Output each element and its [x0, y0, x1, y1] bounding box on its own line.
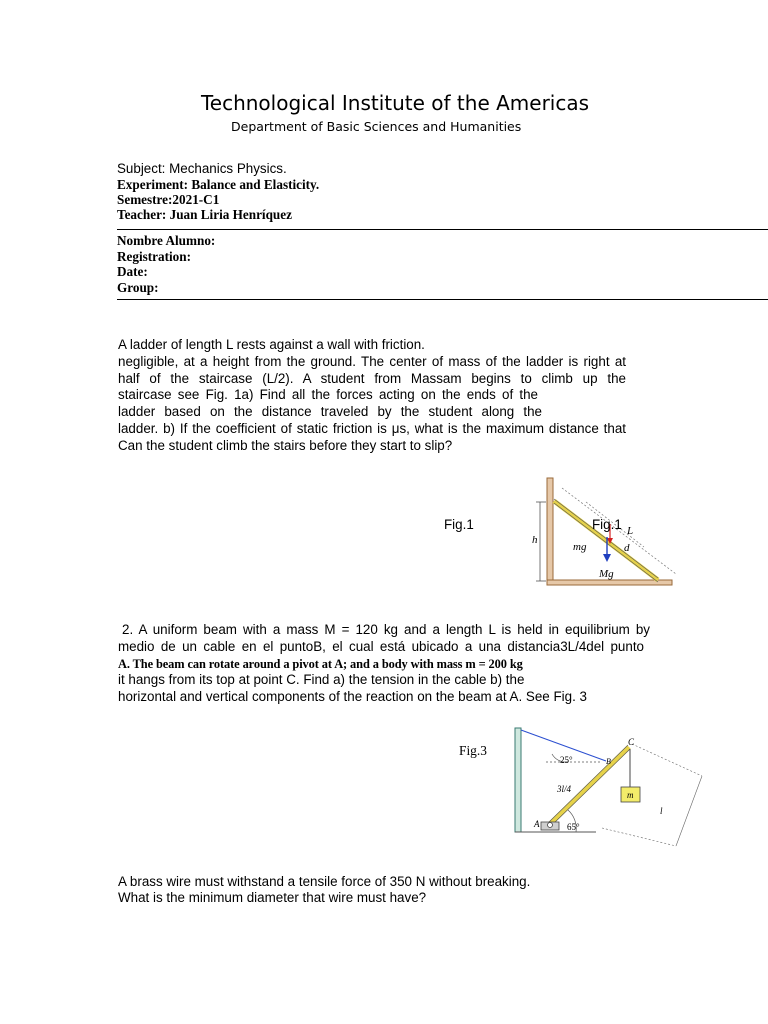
registration-label: Registration:: [117, 249, 191, 264]
label-L: L: [627, 525, 634, 537]
problem-2-line-1: 2. A uniform beam with a mass M = 120 kg and a length L is held in equilibrium by: [122, 622, 650, 637]
group-label: Group:: [117, 280, 159, 295]
divider-top: [117, 229, 768, 230]
problem-2-line-4: it hangs from its top at point C. Find a) the tension in the cable b) the: [118, 672, 525, 688]
student-name-label: Nombre Alumno:: [117, 233, 216, 248]
problem-3-line-2: What is the minimum diameter that wire must have?: [118, 890, 427, 905]
problem-1-line: half of the staircase (L/2). A student from Massam begins to climb up the: [118, 370, 626, 386]
label-l: l: [660, 806, 663, 816]
label-mg: mg: [573, 541, 587, 553]
problem-1-text: [118, 337, 626, 455]
label-B: B: [606, 757, 611, 766]
label-h: h: [532, 534, 538, 546]
label-m: m: [627, 790, 634, 800]
beam-figure: [510, 724, 710, 848]
date-label: Date:: [117, 264, 148, 279]
teacher-line: Teacher: Juan Liria Henríquez: [117, 207, 292, 222]
problem-2-text: [118, 622, 650, 706]
problem-1-line: ladder based on the distance traveled by the student along the: [118, 404, 542, 420]
problem-1-line: staircase see Fig. 1a) Find all the forces acting on the ends of the: [118, 387, 538, 403]
subject-line: Subject: Mechanics Physics.: [117, 161, 287, 176]
problem-1-line: negligible, at a height from the ground. The center of mass of the ladder is right at: [118, 353, 626, 369]
label-angle-25: 25°: [560, 755, 573, 765]
problem-1-line: ladder. b) If the coefficient of static friction is μs, what is the maximum distance that: [118, 420, 626, 436]
divider-bottom: [117, 299, 768, 300]
problem-1-line: A ladder of length L rests against a wall with friction.: [118, 337, 425, 352]
label-A: A: [534, 819, 540, 829]
problem-2-line-2: medio de un cable en el puntoB, el cual está ubicado a una distancia3L/4del punto: [118, 638, 644, 654]
label-d: d: [624, 542, 630, 554]
fig-1-overlay-label: Fig.1: [592, 517, 622, 532]
problem-2-line-3: A. The beam can rotate around a pivot at A; and a body with mass m = 200 kg: [118, 656, 523, 671]
problem-2-line-5: horizontal and vertical components of the reaction on the beam at A. See Fig. 3: [118, 689, 587, 705]
fig-3-caption: Fig.3: [459, 743, 487, 758]
semester-line: Semestre:2021-C1: [117, 192, 220, 207]
label-Mg: Mg: [599, 568, 614, 580]
label-C: C: [628, 737, 635, 747]
fig-1-caption: Fig.1: [444, 517, 474, 532]
problem-3-line-1: A brass wire must withstand a tensile force of 350 N without breaking.: [118, 874, 531, 889]
label-angle-65: 65°: [567, 822, 580, 832]
department-subtitle: Department of Basic Sciences and Humanities: [231, 119, 522, 134]
page-title: Technological Institute of the Americas: [200, 91, 590, 115]
problem-1-line: Can the student climb the stairs before they start to slip?: [118, 437, 453, 453]
label-3l4: 3l/4: [557, 784, 572, 794]
experiment-line: Experiment: Balance and Elasticity.: [117, 177, 320, 192]
